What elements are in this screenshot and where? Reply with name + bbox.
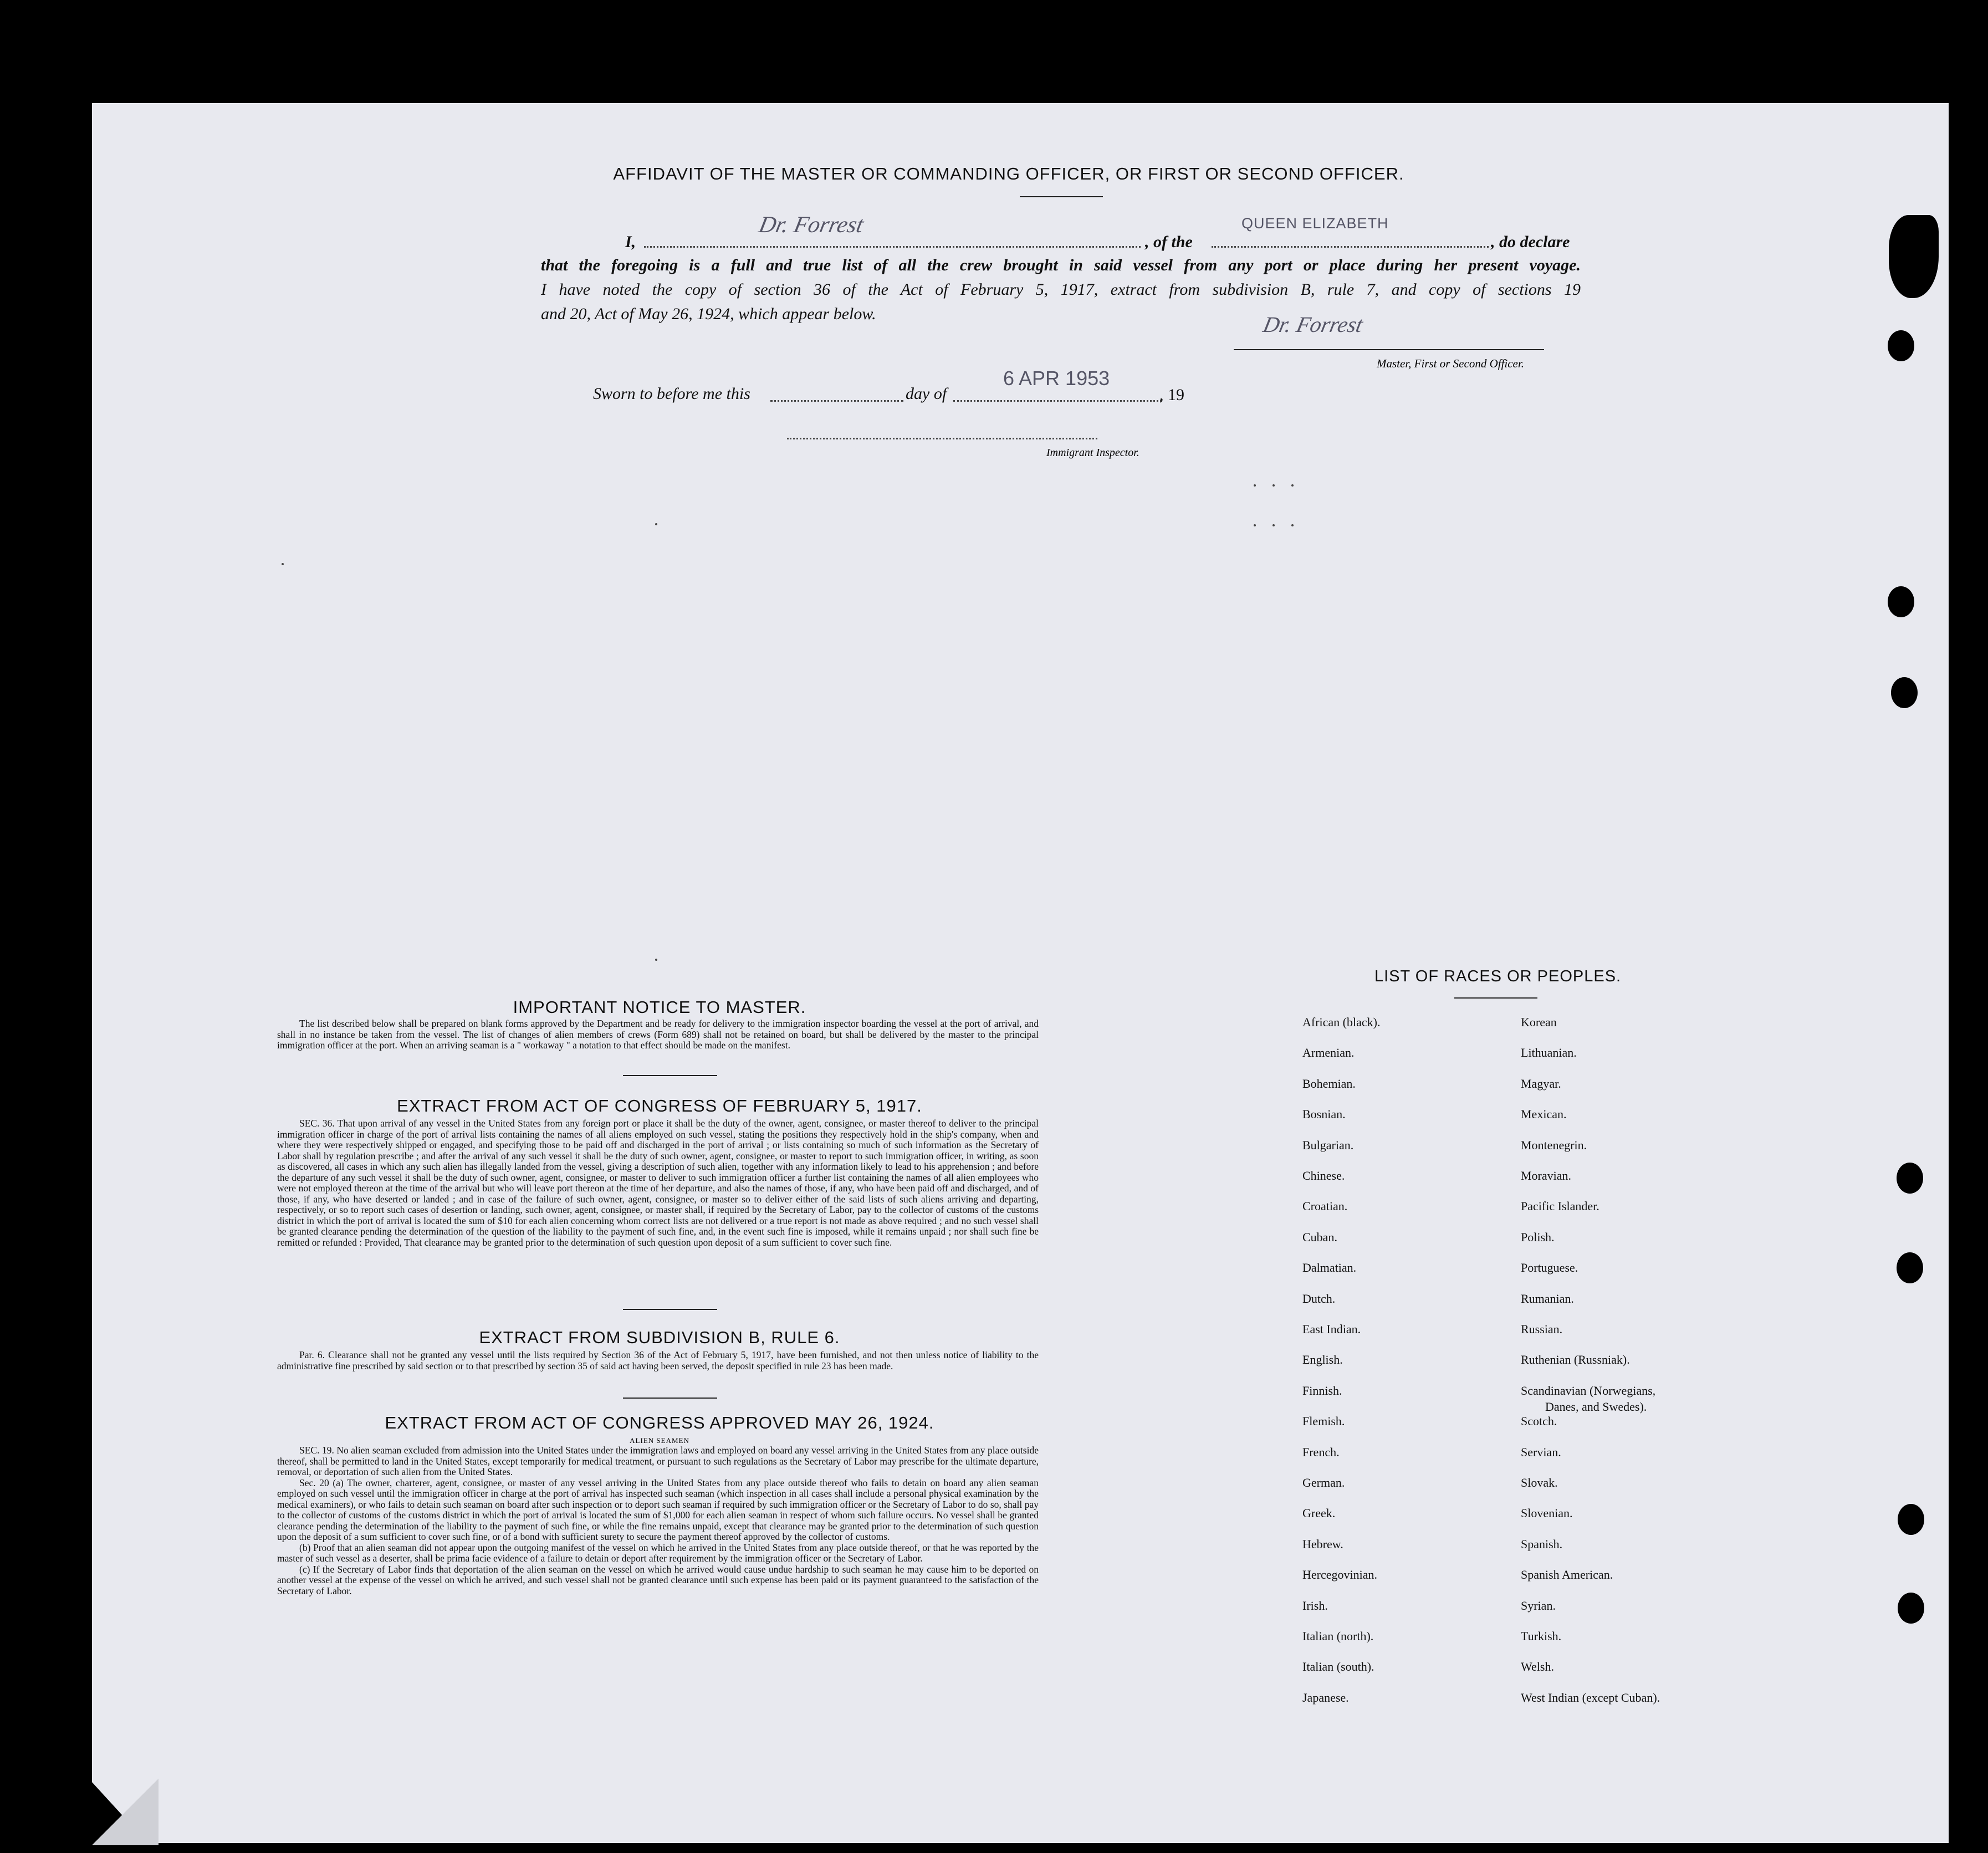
race-item: Finnish. bbox=[1302, 1383, 1342, 1398]
extract-1917-rule bbox=[623, 1309, 717, 1310]
stray-mark bbox=[1272, 484, 1275, 487]
race-item: Servian. bbox=[1521, 1445, 1561, 1459]
race-item: Russian. bbox=[1521, 1322, 1563, 1336]
race-item: Turkish. bbox=[1521, 1629, 1562, 1643]
stray-mark bbox=[1291, 484, 1294, 487]
stray-mark bbox=[1291, 524, 1294, 526]
race-scandinavian-continuation: Danes, and Swedes). bbox=[1545, 1400, 1647, 1414]
race-item: Rumanian. bbox=[1521, 1291, 1574, 1306]
sworn-month-line bbox=[953, 400, 1162, 402]
stray-mark bbox=[1254, 484, 1256, 487]
subdivision-heading: EXTRACT FROM SUBDIVISION B, RULE 6. bbox=[479, 1328, 840, 1347]
race-item: Bohemian. bbox=[1302, 1076, 1356, 1091]
race-item: Montenegrin. bbox=[1521, 1138, 1587, 1152]
punch-hole bbox=[1891, 677, 1918, 708]
punch-hole bbox=[1898, 1504, 1924, 1535]
date-stamp: 6 APR 1953 bbox=[1003, 367, 1110, 390]
notice-text: The list described below shall be prepared on blank forms approved by the Department and be ready for delivery to the immigration inspector boarding the vessel at the port of arrival, and shall in no instance be taken from the vessel. The list of changes of alien members of crews (Form 689) shall not be retained on board, but shall be delivered by the master to the principal immigration officer at the port. When an arriving seaman is a " workaway " a notation to that effect should be made on the manifest. bbox=[277, 1018, 1039, 1051]
race-item: Scandinavian (Norwegians, bbox=[1521, 1383, 1656, 1398]
notice-body bbox=[277, 1018, 1039, 1051]
sworn-label: Sworn to before me this bbox=[593, 385, 750, 403]
race-item: Slovak. bbox=[1521, 1476, 1558, 1489]
affidavit-heading: AFFIDAVIT OF THE MASTER OR COMMANDING OFFICER, OR FIRST OR SECOND OFFICER. bbox=[613, 164, 1404, 183]
heading-rule bbox=[1020, 196, 1103, 197]
race-item: East Indian. bbox=[1302, 1322, 1361, 1336]
alien-seamen-subheading: ALIEN SEAMEN bbox=[630, 1436, 689, 1445]
sec-20c-text: (c) If the Secretary of Labor finds that deportation of the alien seaman on the vessel on which he arrived would cause undue hardship to such seaman he may cause him to be deported on another vessel at the expense of the vessel on which he arrived, and such vessel shall not be granted clearance until such expense has been paid or its payment guaranteed to the satisfaction of the Secretary of Labor. bbox=[277, 1563, 1039, 1596]
stray-mark bbox=[1272, 524, 1275, 526]
sec-20a-text: Sec. 20 (a) The owner, charterer, agent, consignee, or master of any vessel arriving in the United States from any place outside thereof who fails to detain on board any alien seaman employed on such vessel until the immigration officer in charge at the port of arrival has inspected such seaman (which inspection in all cases shall include a personal physical examination by the medical examiners), or who fails to detain such seaman on board after such inspection or to deport such seaman if required by such immigration officer or the Secretary of Labor to do so, shall pay to the collector of customs of the customs district in which the port of arrival is located the sum of $1,000 for each alien seaman in respect of whom such failure occurs. No vessel shall be granted clearance pending the determination of the liability to the payment of such fine, or while the fine remains unpaid, except that clearance may be granted prior to the determination of such question upon the deposit of a sum sufficient to cover such fine, or of a bond with sufficient surety to secure the payment thereof approved by the collector of customs. bbox=[277, 1477, 1039, 1542]
affidavit-line-4: and 20, Act of May 26, 1924, which appear below. bbox=[541, 305, 876, 323]
sec-20b-text: (b) Proof that an alien seaman did not appear upon the outgoing manifest of the vessel on which he arrived in the United States from any place outside thereof, or that he was reported by the master of such vessel as a deserter, shall be prima facie evidence of a failure to detain or deport after requirement by the immigration officer or the Secretary of Labor. bbox=[277, 1542, 1039, 1564]
torn-edge bbox=[1889, 215, 1939, 298]
punch-hole bbox=[1888, 586, 1914, 617]
race-item: Greek. bbox=[1302, 1506, 1336, 1521]
race-item: Irish. bbox=[1302, 1598, 1328, 1613]
vessel-line bbox=[1212, 246, 1489, 248]
affidavit-line-2: that the foregoing is a full and true list of all the crew brought in said vessel from any port or place during her present voyage. bbox=[541, 256, 1581, 274]
race-item: Slovenian. bbox=[1521, 1506, 1573, 1521]
affidavit-do-declare-label: , do declare bbox=[1491, 233, 1570, 251]
year-label: , 19 bbox=[1159, 386, 1184, 404]
stray-mark bbox=[1254, 524, 1256, 526]
race-item: Armenian. bbox=[1302, 1046, 1355, 1060]
race-item: Hebrew. bbox=[1302, 1537, 1343, 1551]
race-item: Korean bbox=[1521, 1015, 1557, 1029]
extract-1924-body bbox=[277, 1445, 1039, 1596]
sworn-day-line bbox=[770, 400, 903, 402]
subdivision-body bbox=[277, 1350, 1039, 1371]
stray-mark bbox=[282, 563, 284, 565]
race-item: Mexican. bbox=[1521, 1107, 1567, 1122]
race-item: Lithuanian. bbox=[1521, 1046, 1577, 1060]
race-item: Cuban. bbox=[1302, 1230, 1337, 1244]
extract-1924-heading: EXTRACT FROM ACT OF CONGRESS APPROVED MAY 26, 1924. bbox=[385, 1413, 934, 1432]
race-item: Ruthenian (Russniak). bbox=[1521, 1353, 1630, 1367]
folded-corner bbox=[92, 1779, 159, 1845]
stray-mark bbox=[655, 523, 657, 525]
officer-signature-name: Dr. Forrest bbox=[757, 212, 866, 238]
subdivision-rule bbox=[623, 1398, 717, 1399]
race-item: Dutch. bbox=[1302, 1291, 1336, 1306]
race-item: Dalmatian. bbox=[1302, 1261, 1357, 1275]
signature-caption: Master, First or Second Officer. bbox=[1377, 357, 1524, 370]
race-item: Pacific Islander. bbox=[1521, 1199, 1599, 1214]
race-item: German. bbox=[1302, 1476, 1345, 1489]
inspector-signature-line bbox=[787, 438, 1097, 439]
par-6-text: Par. 6. Clearance shall not be granted any vessel until the lists required by Section 36 of the Act of February 5, 1917, have been furnished, and not then unless notice of liability to the administrative fine prescribed by said section or to that prescribed by section 35 of said act having been served, the deposit specified in rule 23 has been made. bbox=[277, 1349, 1039, 1371]
race-item: Welsh. bbox=[1521, 1660, 1554, 1674]
punch-hole bbox=[1898, 1593, 1924, 1624]
race-item: Bulgarian. bbox=[1302, 1138, 1354, 1152]
notice-rule bbox=[623, 1075, 717, 1076]
race-item: African (black). bbox=[1302, 1015, 1381, 1029]
affidavit-of-the-label: , of the bbox=[1145, 233, 1193, 251]
races-heading: LIST OF RACES OR PEOPLES. bbox=[1374, 968, 1622, 985]
race-item: Italian (north). bbox=[1302, 1629, 1374, 1643]
race-item: West Indian (except Cuban). bbox=[1521, 1690, 1660, 1704]
race-item: Magyar. bbox=[1521, 1076, 1561, 1091]
race-item: Moravian. bbox=[1521, 1169, 1572, 1183]
race-item: Flemish. bbox=[1302, 1414, 1345, 1429]
day-of-label: day of bbox=[906, 385, 947, 403]
vessel-name-stamp: QUEEN ELIZABETH bbox=[1241, 215, 1389, 232]
stray-mark bbox=[655, 959, 657, 961]
name-line bbox=[644, 246, 1141, 248]
affidavit-i-label: I, bbox=[625, 233, 636, 251]
master-signature: Dr. Forrest bbox=[1261, 312, 1366, 337]
race-item: Scotch. bbox=[1521, 1414, 1557, 1429]
race-item: Portuguese. bbox=[1521, 1261, 1578, 1275]
notice-heading: IMPORTANT NOTICE TO MASTER. bbox=[513, 997, 806, 1017]
race-item: English. bbox=[1302, 1353, 1343, 1367]
punch-hole bbox=[1897, 1163, 1923, 1194]
race-item: Syrian. bbox=[1521, 1598, 1556, 1613]
sec-36-text: SEC. 36. That upon arrival of any vessel in the United States from any foreign port or place it shall be the duty of the owner, agent, consignee, or master thereof to deliver to the principal immigration officer in charge of the port of arrival lists containing the names of all aliens employed on such vessel, stating the positions they respectively hold in the ship's company, when and where they were respectively shipped or engaged, and specifying those to be paid off and discharged in the port of arrival ; or lists containing so much of such information as the Secretary of Labor shall by regulation prescribe ; and after the arrival of any such vessel it shall be the duty of such owner, agent, consignee, or master to report to such immigration officer, in writing, as soon as discovered, all cases in which any such alien has illegally landed from the vessel, giving a description of such alien, together with any information likely to lead to his apprehension ; and before the departure of any such vessel it shall be the duty of such owner, agent, consignee, or master to deliver to such immigration officer a further list containing the names of all alien employees who were not employed thereon at the time of the arrival but who will leave port thereon at the time of her departure, and also the names of those, if any, who have been paid off and discharged, and of those, if any, who have deserted or landed ; and in case of the failure of such owner, agent, consignee, or master so to deliver either of the said lists of such aliens arriving and departing, respectively, or so to report such cases of desertion or landing, such owner, agent, consignee, or master shall, if required by the Secretary of Labor, pay to the collector of customs of the customs district in which the port of arrival is located the sum of $10 for each alien concerning whom correct lists are not delivered or a true report is not made as above required ; and no such vessel shall be granted clearance pending the determination of the question of the liability to the payment of such fine, and, in the event such fine is imposed, while it remains unpaid ; nor shall such fine be remitted or refunded : Provided, That clearance may be granted prior to the determination of such question upon deposit of a sum sufficient to cover such fine. bbox=[277, 1118, 1039, 1248]
race-item: Bosnian. bbox=[1302, 1107, 1346, 1122]
inspector-caption: Immigrant Inspector. bbox=[1046, 447, 1139, 459]
race-item: Italian (south). bbox=[1302, 1660, 1374, 1674]
extract-1917-heading: EXTRACT FROM ACT OF CONGRESS OF FEBRUARY 5, 1917. bbox=[397, 1096, 922, 1115]
race-item: Chinese. bbox=[1302, 1169, 1345, 1183]
race-item: Polish. bbox=[1521, 1230, 1555, 1244]
race-item: Spanish American. bbox=[1521, 1568, 1613, 1582]
affidavit-line-3: I have noted the copy of section 36 of the Act of February 5, 1917, extract from subdivision B, rule 7, and copy of sections 19 bbox=[541, 280, 1581, 299]
races-rule bbox=[1454, 997, 1537, 999]
punch-hole bbox=[1888, 330, 1914, 361]
signature-line bbox=[1234, 349, 1544, 350]
race-item: Hercegovinian. bbox=[1302, 1568, 1377, 1582]
extract-1917-body bbox=[277, 1118, 1039, 1248]
punch-hole bbox=[1897, 1252, 1923, 1283]
sec-19-text: SEC. 19. No alien seaman excluded from admission into the United States under the immigration laws and employed on board any vessel arriving in the United States from any place outside thereof, shall be permitted to land in the United States, except temporarily for medical treatment, or pursuant to such regulations as the Secretary of Labor may prescribe for the ultimate departure, removal, or deportation of such alien from the United States. bbox=[277, 1445, 1039, 1477]
race-item: Spanish. bbox=[1521, 1537, 1563, 1551]
race-item: Japanese. bbox=[1302, 1690, 1349, 1704]
race-item: French. bbox=[1302, 1445, 1340, 1459]
race-item: Croatian. bbox=[1302, 1199, 1348, 1214]
